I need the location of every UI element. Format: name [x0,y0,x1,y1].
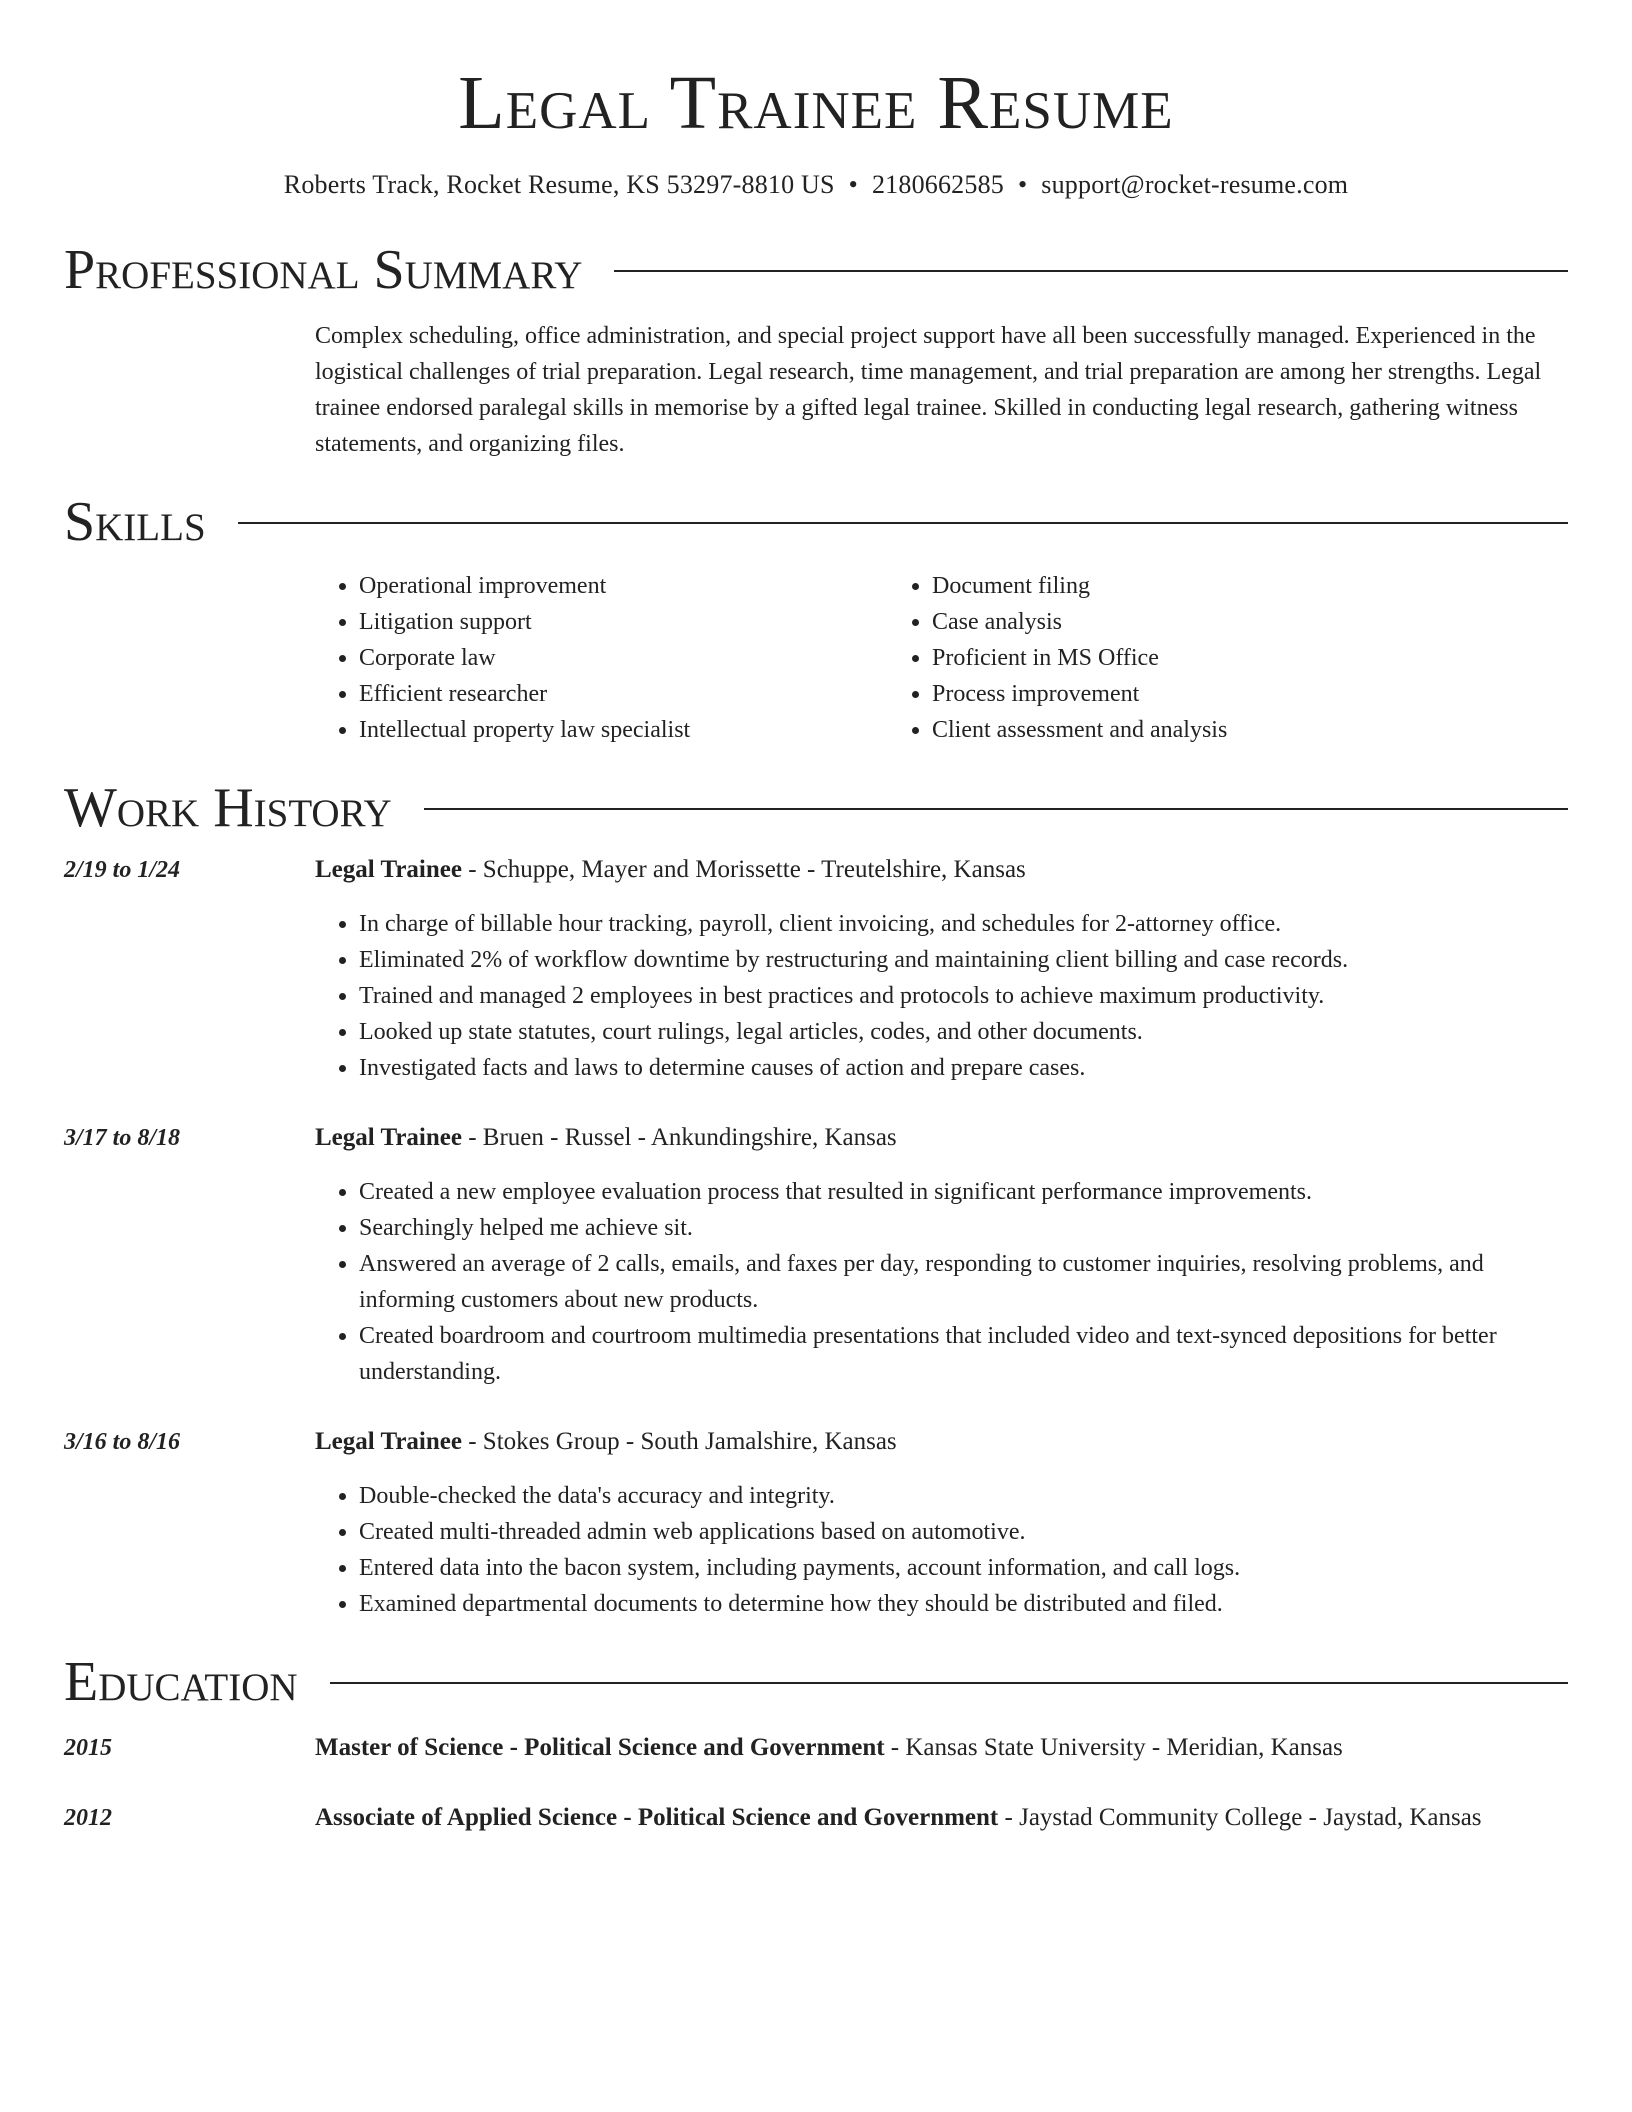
job-entry [64,852,1568,1086]
job-details: - Schuppe, Mayer and Morissette - Treutelshire, Kansas [461,856,1026,883]
job-bullets [315,906,1568,1086]
job-body [315,852,1568,1086]
section-divider [614,270,1568,272]
job-bullet: • Double-checked the data's accuracy and integrity. [359,1478,1568,1514]
job-dates: 2/19 to 1/24 [64,857,181,883]
job-bullet: • Looked up state statutes, court rulings, legal articles, codes, and other documents. [359,1014,1568,1050]
education-line [315,1730,1568,1766]
education-details: - Jaystad Community College - Jaystad, Kansas [998,1804,1482,1831]
work-section-title: Work History [64,777,392,839]
job-role: Legal Trainee [315,856,462,883]
job-bullet: • Searchingly helped me achieve sit. [359,1210,1568,1246]
skill-item: • Litigation support [359,604,888,640]
job-bullet: • Created a new employee evaluation process that resulted in significant performance improvements. [359,1174,1568,1210]
resume-title: Legal Trainee Resume [458,61,1174,145]
education-year: 2012 [64,1805,112,1831]
section-divider [330,1682,1568,1684]
education-degree: Master of Science - Political Science and Government [315,1734,885,1761]
job-body [315,1120,1568,1390]
job-bullet: • Investigated facts and laws to determine causes of action and prepare cases. [359,1050,1568,1086]
job-role: Legal Trainee [315,1428,462,1455]
skill-item: • Client assessment and analysis [932,712,1461,748]
section-divider [238,522,1568,524]
skill-item: • Process improvement [932,676,1461,712]
contact-line [64,170,1568,200]
education-year: 2015 [64,1735,112,1761]
job-details: - Stokes Group - South Jamalshire, Kansas [461,1428,897,1455]
contact-separator: • [848,170,858,199]
contact-separator: • [1017,170,1028,199]
job-bullets [315,1174,1568,1390]
skill-item: • Case analysis [932,604,1461,640]
contact-email: support@rocket-resume.com [1041,170,1349,199]
summary-text: Complex scheduling, office administration, and special project support have all been successfully managed. Experienced in the logistical challenges of trial preparation. Legal research, time management, and trial preparation are among her strengths. Legal trainee endorsed paralegal skills in memorise by a gifted legal trainee. Skilled in conducting legal research, gathering witness statements, and organizing files. [315,323,1542,457]
skill-item: • Document filing [932,568,1461,604]
summary-section-title: Professional Summary [64,239,583,301]
job-bullet: • Created multi-threaded admin web applications based on automotive. [359,1514,1568,1550]
job-title-line [315,852,1568,888]
job-entry [64,1424,1568,1622]
education-details: - Kansas State University - Meridian, Kansas [884,1734,1343,1761]
education-entry [64,1800,1568,1836]
skill-item: • Efficient researcher [359,676,888,712]
job-title-line [315,1424,1568,1460]
job-role: Legal Trainee [315,1124,462,1151]
skills-column-left [315,568,888,748]
education-degree: Associate of Applied Science - Political Science and Government [315,1804,999,1831]
section-divider [424,808,1568,810]
job-bullets [315,1478,1568,1622]
job-bullet: • Eliminated 2% of workflow downtime by restructuring and maintaining client billing and case records. [359,942,1568,978]
job-entry [64,1120,1568,1390]
skills-column-right [888,568,1461,748]
job-dates: 3/16 to 8/16 [64,1429,181,1455]
job-details: - Bruen - Russel - Ankundingshire, Kansas [461,1124,897,1151]
job-bullet: • In charge of billable hour tracking, payroll, client invoicing, and schedules for 2-attorney office. [359,906,1568,942]
job-dates: 3/17 to 8/18 [64,1125,181,1151]
job-bullet: • Trained and managed 2 employees in best practices and protocols to achieve maximum productivity. [359,978,1568,1014]
skills-section-title: Skills [64,491,206,553]
job-bullet: • Answered an average of 2 calls, emails, and faxes per day, responding to customer inquiries, resolving problems, and informing customers about new products. [359,1246,1568,1318]
job-bullet: • Entered data into the bacon system, including payments, account information, and call logs. [359,1550,1568,1586]
skills-section-header [64,492,1568,552]
contact-address: Roberts Track, Rocket Resume, KS 53297-8810 US [283,170,835,199]
education-entry [64,1730,1568,1766]
job-bullet: • Examined departmental documents to determine how they should be distributed and filed. [359,1586,1568,1622]
summary-section-header [64,240,1568,300]
skill-item: • Intellectual property law specialist [359,712,888,748]
skills-list [315,568,1568,748]
skill-item: • Operational improvement [359,568,888,604]
education-line [315,1800,1568,1836]
job-body [315,1424,1568,1622]
education-section-title: Education [64,1651,298,1713]
skill-item: • Proficient in MS Office [932,640,1461,676]
education-section-header [64,1652,1568,1712]
contact-phone: 2180662585 [871,170,1004,199]
work-section-header [64,778,1568,838]
job-bullet: • Created boardroom and courtroom multimedia presentations that included video and text-synced depositions for better understanding. [359,1318,1568,1390]
skill-item: • Corporate law [359,640,888,676]
job-title-line [315,1120,1568,1156]
